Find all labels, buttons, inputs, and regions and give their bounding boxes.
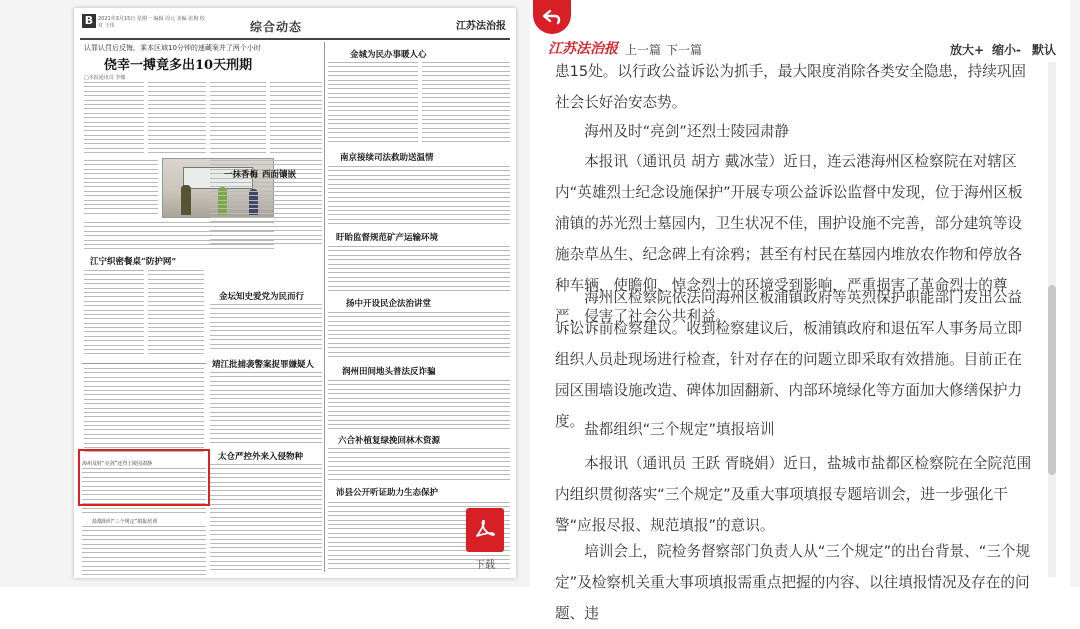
next-article-link[interactable]: 下一篇 (666, 43, 703, 57)
article-subheading: 海州及时“亮剑”还烈士陵园肃静 (584, 123, 790, 140)
article-body (555, 58, 1035, 622)
article-paragraph: 本报讯（通讯员 胡方 戴冰莹）近日，连云港海州区检察院在对辖区内“英雄烈士纪念设施保护”开展专项公益诉讼监督中发现，位于海州区板浦镇的苏光烈士墓园内，卫生状况不佳，围护设施不完善，部分建筑等设施杂草丛生、纪念碑上有涂鸦；甚至有村民在墓园内堆放农作物和停放各种车辆，使瞻仰、悼念烈士的环境受到影响，严重损害了革命烈士的尊严，侵害了社会公共利益。 (555, 153, 1023, 325)
back-arrow-icon (541, 7, 563, 27)
section-title: 综合动态 (250, 20, 303, 34)
headline[interactable]: 南京接续司法救助送温情 (340, 153, 434, 163)
scrollbar-thumb[interactable] (1048, 285, 1056, 475)
pdf-icon (473, 518, 497, 542)
text-column (148, 82, 206, 158)
headline[interactable]: 一抹香梅 (224, 170, 259, 180)
text-column (82, 526, 206, 572)
header-meta: 2021年3月15日 星期一 编辑 周元 美编 张梅 校对 王伟 (98, 16, 205, 29)
article-subheading: 盐都组织“三个规定”填报培训 (584, 421, 775, 438)
text-column (328, 62, 418, 148)
article-paragraph: 本报讯（通讯员 王跃 胥晓娟）近日，盐城市盐都区检察院在全院范围内组织贯彻落实“三个规定”及重大事项填报专题培训会，进一步强化干警“应报尽报、规范填报”的意识。 (555, 455, 1032, 534)
text-column (210, 464, 322, 572)
headline[interactable]: 靖江批捕袭警案捉罪嫌疑人 (212, 360, 315, 370)
headline[interactable]: 润州田间地头普法反诈骗 (342, 367, 436, 377)
article-paragraph: 患15处。以行政公益诉讼为抓手，最大限度消除各类安全隐患，持续巩固社会长好治安态势。 (555, 63, 1026, 111)
text-column (328, 312, 510, 362)
text-column (84, 82, 144, 158)
text-column (328, 448, 510, 484)
headline[interactable]: 六合补植复绿挽回林木资源 (338, 436, 441, 446)
text-column (270, 82, 322, 158)
text-column (422, 62, 510, 148)
headline[interactable]: 盱眙监督规范矿产运输环境 (336, 233, 439, 243)
article-paragraph: 培训会上，院检务督察部门负责人从“三个规定”的出台背景、“三个规定”及检察机关重大事项填报需重点把握的内容、以往填报情况及存在的问题、违 (555, 543, 1031, 622)
story-title-small[interactable]: 盐都组织“三个规定”填报培训 (92, 519, 158, 525)
text-column (328, 166, 510, 228)
download-label[interactable]: 下载 (475, 560, 495, 571)
headline[interactable]: 沛县公开听证助力生态保护 (336, 488, 439, 498)
text-column (148, 270, 204, 360)
highlight-caption[interactable]: 海州及时“亮剑”还烈士陵园肃静 (82, 461, 153, 467)
text-column (84, 160, 158, 218)
newspaper-masthead: 江苏法治报 (456, 21, 506, 32)
newspaper-header (80, 12, 510, 40)
selected-article-highlight[interactable] (78, 449, 210, 506)
text-column (328, 246, 510, 294)
zoom-in-button[interactable]: 放大+ (950, 43, 985, 57)
zoom-default-button[interactable]: 默认 (1032, 43, 1057, 57)
text-column (84, 368, 204, 458)
headline[interactable]: 江宁织密餐桌“防护网” (90, 257, 177, 267)
headline[interactable]: 扬中开设民企法治讲堂 (346, 299, 432, 309)
text-column (84, 270, 144, 360)
prev-article-link[interactable]: 上一篇 (625, 43, 662, 57)
headline[interactable]: 金城为民办事暖人心 (350, 50, 427, 60)
section-letter: B (82, 14, 96, 28)
text-column (210, 372, 322, 452)
headline[interactable]: 太仓严控外来入侵物种 (218, 452, 304, 462)
headline[interactable]: 金坛知史爱党为民而行 (219, 292, 305, 302)
text-column (328, 380, 510, 432)
headline[interactable]: 西面镶嵌 (262, 170, 297, 180)
text-column (210, 304, 322, 350)
column-rule (324, 42, 325, 572)
article-paragraph: 海州区检察院依法向海州区板浦镇政府等英烈保护职能部门发出公益诉讼诉前检察建议。收到检察建议后，板浦镇政府和退伍军人事务局立即组织人员赴现场进行检查，针对存在的问题立即采取有效措施。目前正在园区围墙设施改造、碑体加固翻新、内部环境绿化等方面加大修缮保护力度。 (555, 289, 1023, 430)
divider (82, 363, 206, 364)
zoom-out-button[interactable]: 缩小- (992, 43, 1021, 57)
lead-byline: □本报通讯员 李娜 (84, 75, 126, 81)
text-column (210, 82, 266, 158)
lead-headline[interactable]: 侥幸一搏竟多出10天刑期 (104, 58, 253, 73)
lead-kicker[interactable]: 认罪认罚后反悔，乘本区域10分钟的速藏案并了两个小时 (84, 44, 261, 52)
pdf-download-button[interactable] (466, 508, 504, 552)
brand-logo: 江苏法治报 (548, 41, 618, 57)
